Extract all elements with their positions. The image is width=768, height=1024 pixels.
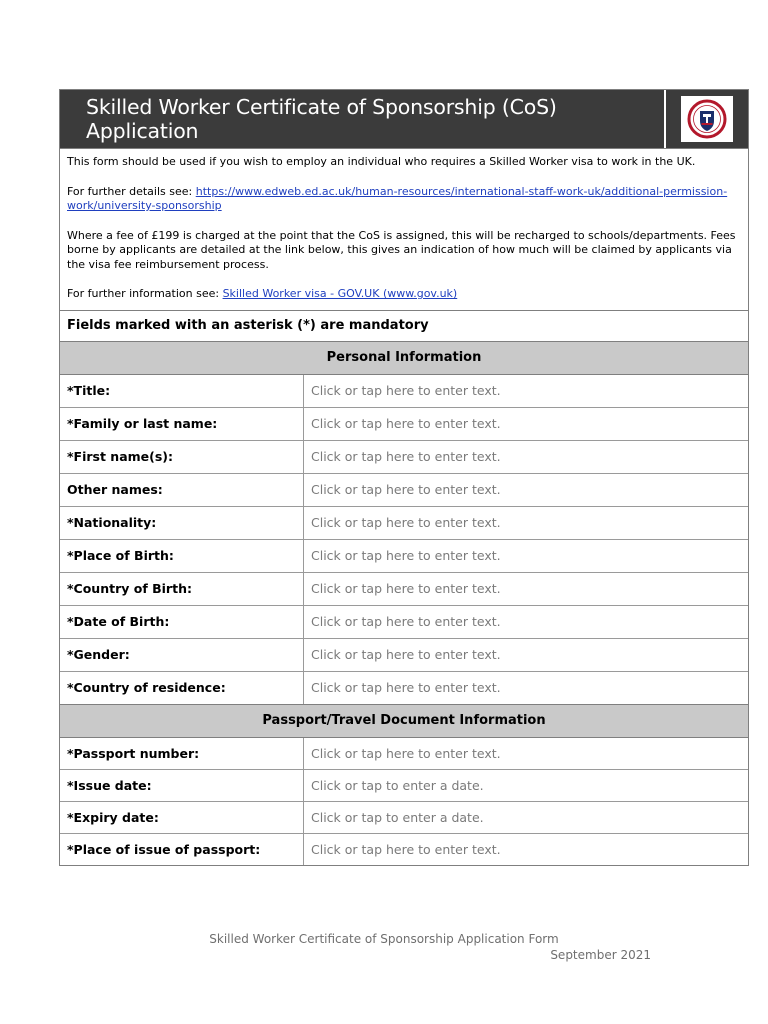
passport-number-input[interactable]: Click or tap here to enter text. xyxy=(311,745,501,761)
table-row xyxy=(60,441,748,474)
field-label: *Issue date: xyxy=(60,770,304,801)
intro-fee: Where a fee of £199 is charged at the point that the CoS is assigned, this will be recharged to schools/departments. Fees borne by applicants are detailed at the link below, this gives an indication of how much will be claimed by applicants via the visa fee reimbursement process. xyxy=(67,228,736,271)
field-label: *Place of issue of passport: xyxy=(60,834,304,865)
expiry-date-input[interactable]: Click or tap to enter a date. xyxy=(311,809,484,825)
university-crest-icon xyxy=(687,99,727,139)
passport-info-table xyxy=(60,738,748,865)
intro-info-prefix: For further information see: xyxy=(67,287,223,300)
table-row xyxy=(60,738,748,770)
intro-text xyxy=(60,149,748,311)
personal-info-heading: Personal Information xyxy=(60,342,748,375)
table-row xyxy=(60,606,748,639)
field-label: *Nationality: xyxy=(60,507,304,539)
gender-input[interactable]: Click or tap here to enter text. xyxy=(311,647,501,662)
table-row xyxy=(60,507,748,540)
university-logo xyxy=(681,96,733,142)
intro-purpose: This form should be used if you wish to employ an individual who requires a Skilled Worker visa to work in the UK. xyxy=(67,155,696,168)
place-of-birth-input[interactable]: Click or tap here to enter text. xyxy=(311,548,501,563)
logo-cell xyxy=(666,90,748,148)
country-of-residence-input[interactable]: Click or tap here to enter text. xyxy=(311,680,501,695)
other-names-input[interactable]: Click or tap here to enter text. xyxy=(311,482,501,497)
field-label: *Place of Birth: xyxy=(60,540,304,572)
field-label: *Title: xyxy=(60,375,304,407)
field-label: *First name(s): xyxy=(60,441,304,473)
field-label: *Date of Birth: xyxy=(60,606,304,638)
intro-info xyxy=(67,287,741,302)
field-label: *Expiry date: xyxy=(60,802,304,833)
form-container xyxy=(59,89,749,866)
gov-uk-link[interactable]: Skilled Worker visa - GOV.UK (www.gov.uk) xyxy=(222,287,458,300)
footer-title: Skilled Worker Certificate of Sponsorship Application Form xyxy=(209,932,559,946)
issue-date-input[interactable]: Click or tap to enter a date. xyxy=(311,777,484,793)
country-of-birth-input[interactable]: Click or tap here to enter text. xyxy=(311,581,501,596)
place-of-issue-input[interactable]: Click or tap here to enter text. xyxy=(311,841,501,857)
field-label: *Passport number: xyxy=(60,738,304,769)
table-row xyxy=(60,672,748,704)
form-title: Skilled Worker Certificate of Sponsorship (CoS) Application xyxy=(60,90,664,148)
field-label: *Gender: xyxy=(60,639,304,671)
form-header xyxy=(60,90,748,149)
table-row xyxy=(60,474,748,507)
field-label: *Country of residence: xyxy=(60,672,304,704)
table-row xyxy=(60,540,748,573)
sponsorship-link[interactable]: https://www.edweb.ed.ac.uk/human-resources/international-staff-work-uk/additional-permission-work/university-sponsorship xyxy=(67,184,728,212)
field-label: *Country of Birth: xyxy=(60,573,304,605)
table-row xyxy=(60,639,748,672)
table-row xyxy=(60,573,748,606)
nationality-input[interactable]: Click or tap here to enter text. xyxy=(311,515,501,530)
table-row xyxy=(60,802,748,834)
mandatory-note: Fields marked with an asterisk (*) are mandatory xyxy=(60,311,748,342)
family-name-input[interactable]: Click or tap here to enter text. xyxy=(311,416,501,431)
field-label: *Family or last name: xyxy=(60,408,304,440)
first-name-input[interactable]: Click or tap here to enter text. xyxy=(311,449,501,464)
table-row xyxy=(60,770,748,802)
table-row xyxy=(60,375,748,408)
table-row xyxy=(60,408,748,441)
passport-info-heading: Passport/Travel Document Information xyxy=(60,704,748,738)
field-label: Other names: xyxy=(60,474,304,506)
intro-details-prefix: For further details see: xyxy=(67,184,196,198)
personal-info-table xyxy=(60,375,748,704)
footer-date: September 2021 xyxy=(550,948,651,962)
title-input[interactable]: Click or tap here to enter text. xyxy=(311,383,501,398)
table-row xyxy=(60,834,748,865)
date-of-birth-input[interactable]: Click or tap here to enter text. xyxy=(311,614,501,629)
intro-details xyxy=(67,185,741,214)
